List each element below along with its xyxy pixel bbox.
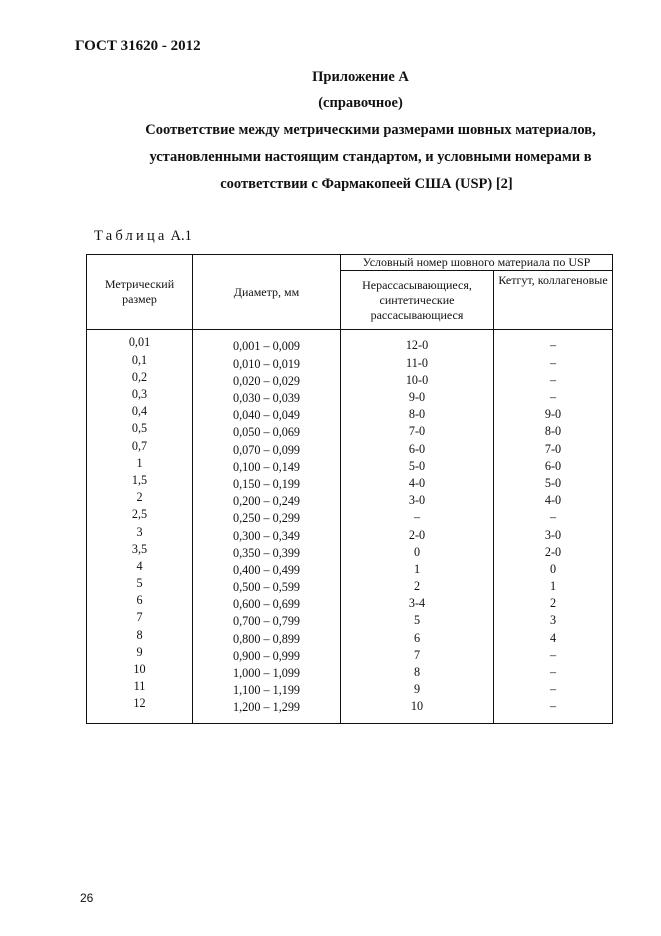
catgut-value: 2-0 xyxy=(544,544,562,559)
diameter-value: 0,400 – 0,499 xyxy=(232,562,301,577)
diameter-value: 0,100 – 0,149 xyxy=(232,459,301,474)
nonabsorbable-value: 4-0 xyxy=(408,475,426,490)
diameter-value: 0,350 – 0,399 xyxy=(232,545,301,560)
nonabsorbable-value: 5-0 xyxy=(408,458,426,473)
catgut-value: – xyxy=(549,682,557,697)
diameter-value: 0,001 – 0,009 xyxy=(232,339,301,354)
catgut-value: 5-0 xyxy=(544,475,562,490)
metric-size-value: 2,5 xyxy=(131,507,148,522)
standard-designation: ГОСТ 31620 - 2012 xyxy=(75,38,201,54)
catgut-value: – xyxy=(549,647,557,662)
diameter-value: 0,030 – 0,039 xyxy=(232,391,301,405)
nonabsorbable-value: 7-0 xyxy=(408,424,426,439)
nonabsorbable-value: 7 xyxy=(413,647,421,662)
column-nonabsorbable xyxy=(341,330,494,724)
catgut-value: – xyxy=(549,665,557,679)
column-metric-size xyxy=(87,330,193,724)
nonabsorbable-value: 9-0 xyxy=(408,390,426,404)
nonabsorbable-value: 6 xyxy=(413,630,421,645)
catgut-value: – xyxy=(549,390,557,404)
metric-size-value: 8 xyxy=(136,627,143,642)
metric-size-value: 9 xyxy=(136,644,143,659)
metric-size-value: 0,3 xyxy=(131,387,148,401)
diameter-value: 0,600 – 0,699 xyxy=(232,597,301,612)
header-usp-group: Условный номер шовного материала по USP xyxy=(341,255,613,271)
appendix-type: (справочное) xyxy=(318,95,403,111)
metric-size-value: 6 xyxy=(136,593,143,608)
diameter-value: 0,070 – 0,099 xyxy=(232,442,301,457)
catgut-value: 9-0 xyxy=(544,407,562,422)
metric-size-value: 0,01 xyxy=(128,335,151,350)
page-number: 26 xyxy=(80,891,94,905)
nonabsorbable-value: 8-0 xyxy=(408,407,426,422)
diameter-value: 0,010 – 0,019 xyxy=(232,356,301,371)
catgut-value: – xyxy=(549,355,557,370)
nonabsorbable-value: 10-0 xyxy=(405,372,429,387)
catgut-value: 3-0 xyxy=(544,527,562,542)
diameter-value: 0,300 – 0,349 xyxy=(232,528,301,543)
diameter-value: 0,700 – 0,799 xyxy=(232,614,301,629)
nonabsorbable-value: 0 xyxy=(413,544,421,559)
diameter-value: 0,040 – 0,049 xyxy=(232,408,301,423)
header-nonabsorbable: Нерассасывающиеся, синтетические рассасывающиеся xyxy=(341,271,494,330)
metric-size-value: 0,5 xyxy=(131,421,148,436)
metric-size-value: 0,1 xyxy=(131,352,148,367)
diameter-value: 0,800 – 0,899 xyxy=(232,631,301,646)
appendix-heading-line-3: соответствии с Фармакопеей США (USP) [2] xyxy=(220,176,513,192)
table-caption-number: А.1 xyxy=(170,228,192,244)
catgut-value: 6-0 xyxy=(544,458,562,473)
metric-size-value: 3 xyxy=(136,524,143,539)
catgut-value: 0 xyxy=(549,561,557,576)
metric-size-value: 2 xyxy=(136,490,143,505)
nonabsorbable-value: – xyxy=(413,510,421,525)
nonabsorbable-value: 9 xyxy=(413,682,421,697)
nonabsorbable-value: 10 xyxy=(410,699,424,714)
metric-size-value: 5 xyxy=(136,576,143,591)
diameter-value: 0,500 – 0,599 xyxy=(232,580,301,595)
table-caption xyxy=(94,228,192,245)
metric-size-value: 7 xyxy=(136,610,143,625)
catgut-value: 4-0 xyxy=(544,493,562,508)
diameter-value: 0,200 – 0,249 xyxy=(232,494,301,509)
diameter-value: 1,200 – 1,299 xyxy=(232,700,301,715)
diameter-value: 0,900 – 0,999 xyxy=(232,648,301,663)
catgut-value: – xyxy=(549,338,557,353)
catgut-value: – xyxy=(549,372,557,387)
nonabsorbable-value: 5 xyxy=(413,613,421,628)
catgut-value: 2 xyxy=(549,596,557,611)
metric-size-value: 0,2 xyxy=(131,369,148,384)
metric-size-value: 0,7 xyxy=(131,438,148,453)
nonabsorbable-value: 12-0 xyxy=(405,338,429,353)
nonabsorbable-value: 1 xyxy=(413,561,421,576)
diameter-value: 1,000 – 1,099 xyxy=(232,666,301,680)
nonabsorbable-value: 3-0 xyxy=(408,493,426,508)
appendix-heading-line-1: Соответствие между метрическими размерами шовных материалов, xyxy=(145,122,596,138)
metric-size-value: 0,4 xyxy=(131,404,148,419)
appendix-heading-line-2: установленными настоящим стандартом, и условными номерами в xyxy=(149,149,592,165)
metric-size-value: 12 xyxy=(133,696,146,711)
diameter-value: 0,050 – 0,069 xyxy=(232,425,301,440)
diameter-value: 0,020 – 0,029 xyxy=(232,373,301,388)
header-metric-size: Метрический размер xyxy=(87,255,193,330)
catgut-value: 4 xyxy=(549,630,557,645)
metric-size-value: 3,5 xyxy=(131,541,148,556)
catgut-value: 8-0 xyxy=(544,424,562,439)
metric-size-value: 1 xyxy=(136,455,143,470)
diameter-value: 0,250 – 0,299 xyxy=(232,511,301,526)
catgut-value: – xyxy=(549,510,557,525)
nonabsorbable-value: 2-0 xyxy=(408,527,426,542)
nonabsorbable-value: 2 xyxy=(413,579,421,594)
metric-size-value: 4 xyxy=(136,558,143,573)
header-catgut: Кетгут, коллагеновые xyxy=(494,271,613,330)
catgut-value: 7-0 xyxy=(544,441,562,456)
nonabsorbable-value: 3-4 xyxy=(408,596,426,611)
metric-size-value: 11 xyxy=(133,679,146,694)
catgut-value: 1 xyxy=(549,579,557,594)
header-diameter: Диаметр, мм xyxy=(193,255,341,330)
column-diameter xyxy=(193,330,341,724)
catgut-value: – xyxy=(549,699,557,714)
correspondence-table xyxy=(86,254,613,724)
appendix-title: Приложение А xyxy=(312,69,409,85)
nonabsorbable-value: 11-0 xyxy=(406,355,428,370)
metric-size-value: 10 xyxy=(133,662,146,676)
nonabsorbable-value: 6-0 xyxy=(408,441,426,456)
catgut-value: 3 xyxy=(549,613,557,628)
metric-size-value: 1,5 xyxy=(131,472,148,487)
diameter-value: 1,100 – 1,199 xyxy=(232,683,301,698)
nonabsorbable-value: 8 xyxy=(413,665,421,679)
table-caption-word: Таблица xyxy=(94,228,168,244)
column-catgut xyxy=(494,330,613,724)
diameter-value: 0,150 – 0,199 xyxy=(232,476,301,491)
